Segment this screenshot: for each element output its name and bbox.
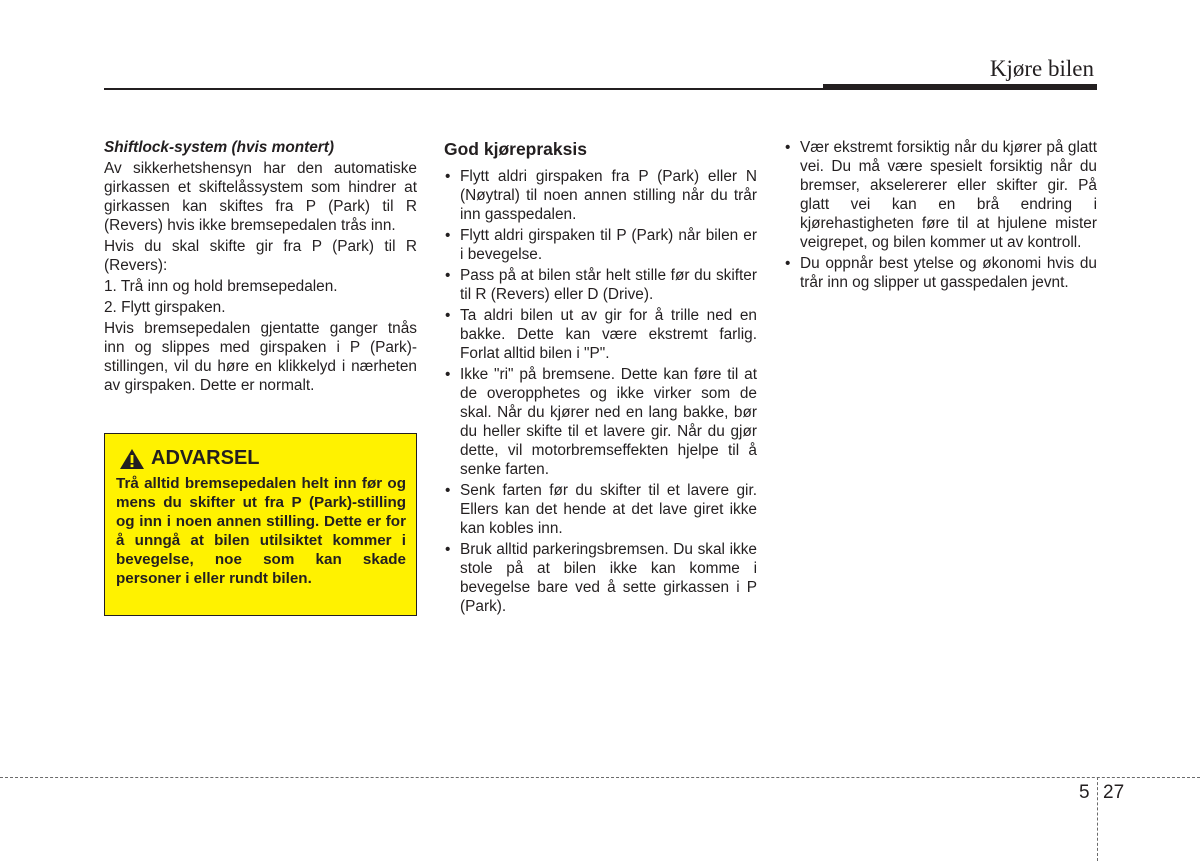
list-item: • Pass på at bilen står helt stille før du skifter til R (Revers) eller D (Drive). (445, 267, 757, 303)
shift-instruction: Hvis du skal skifte gir fra P (Park) til R (Revers): (104, 238, 417, 274)
list-item: • Ikke "ri" på bremsene. Dette kan føre til at de overopphetes og ikke virker som de skal. Når du kjører ned en lang bakke, bør du heller skifte til et lavere gir. Når du gjør dette, vil motorbremseffekten hjelpe til å senke farten. (445, 366, 757, 478)
page-number: 27 (1103, 782, 1125, 803)
list-item: • Flytt aldri girspaken til P (Park) når bilen er i bevegelse. (445, 227, 757, 263)
list-item: • Bruk alltid parkeringsbremsen. Du skal ikke stole på at bilen ikke kan komme i bevegelse bare ved å sette girkassen i P (Park). (445, 541, 757, 615)
warning-title: ADVARSEL (151, 447, 260, 469)
warning-text: Trå alltid bremsepedalen helt inn før og mens du skifter ut fra P (Park)-stilling og inn i noen annen stilling. Dette er for å unngå at bilen utilsiktet kommer i bevegelse, noe som kan skade personer i eller rundt bilen. (116, 475, 406, 587)
shiftlock-paragraph: Av sikkerhetshensyn har den automatiske girkassen et skiftelåssystem som hindrer at girkassen kan skiftes fra P (Park) til R (Revers) hvis ikke bremsepedalen trås inn. (104, 160, 417, 234)
page-number-divider (1097, 777, 1098, 861)
chapter-number: 5 (1079, 782, 1090, 803)
warning-box (104, 433, 417, 616)
click-sound-paragraph: Hvis bremsepedalen gjentatte ganger tnås inn og slippes med girspaken i P (Park)-stillingen, vil du høre en klikkelyd i nærheten av girspaken. Dette er normalt. (104, 320, 417, 394)
step-2: 2. Flytt girspaken. (104, 299, 226, 316)
shiftlock-subheading: Shiftlock-system (hvis montert) (104, 139, 335, 156)
driving-tips-list (444, 167, 757, 616)
list-item: • Du oppnår best ytelse og økonomi hvis du trår inn og slipper ut gasspedalen jevnt. (785, 255, 1097, 291)
step-1: 1. Trå inn og hold bremsepedalen. (104, 278, 338, 295)
driving-practice-heading: God kjørepraksis (444, 139, 587, 159)
section-title: Kjøre bilen (989, 56, 1094, 81)
header-rule-accent (823, 84, 1097, 90)
list-item: • Senk farten før du skifter til et lavere gir. Ellers kan det hende at det lave giret ikke kan kobles inn. (445, 482, 757, 537)
list-item: • Vær ekstremt forsiktig når du kjører på glatt vei. Du må være spesielt forsiktig når du bremser, akselererer eller skifter gir. På glatt vei kan en brå endring i kjørehastigheten føre til at hjulene mister veigrepet, og bilen kommer ut av kontroll. (785, 139, 1097, 251)
warning-header (119, 447, 260, 470)
list-item: • Ta aldri bilen ut av gir for å trille ned en bakke. Dette kan være ekstremt farlig. Forlat alltid bilen i "P". (445, 307, 757, 362)
warning-triangle-icon (119, 448, 145, 470)
left-column (104, 138, 417, 395)
list-item: • Flytt aldri girspaken fra P (Park) eller N (Nøytral) til noen annen stilling når du trår inn gasspedalen. (445, 168, 757, 223)
right-column (784, 138, 1097, 294)
footer-divider (0, 777, 1200, 778)
driving-tips-list-continued (784, 138, 1097, 292)
middle-column (444, 138, 757, 618)
